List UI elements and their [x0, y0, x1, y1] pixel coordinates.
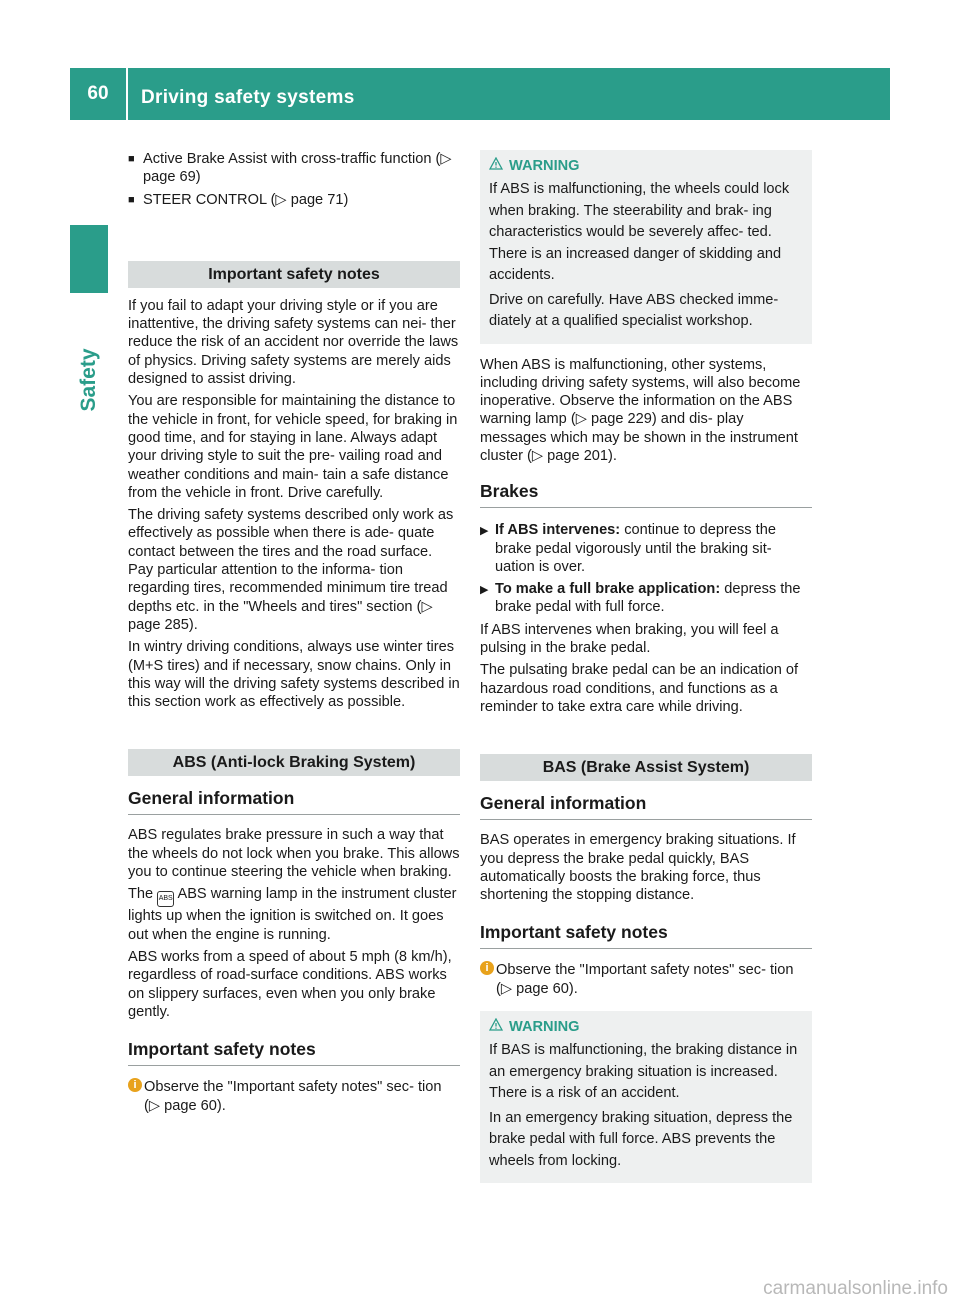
paragraph: Drive on carefully. Have ABS checked imme- diately at a qualified specialist workshop. [489, 291, 779, 329]
watermark: carmanualsonline.info [763, 1278, 948, 1299]
warning-title [489, 1017, 803, 1037]
warning-box [480, 150, 812, 344]
bullet-text: Active Brake Assist with cross-traffic function (▷ page 69) [143, 151, 452, 186]
page-title: Driving safety systems [141, 87, 355, 108]
warning-triangle-icon [489, 1017, 503, 1037]
side-tab-label: Safety [77, 348, 100, 412]
step-label: If ABS intervenes: [495, 522, 621, 539]
subheading-brakes: Brakes [480, 481, 812, 508]
subheading-general-information: General information [480, 793, 812, 820]
info-icon: i [480, 961, 494, 975]
step-text: continue to depress the brake pedal vigorously until the braking sit- uation is over. [495, 522, 776, 575]
section-bar-bas: BAS (Brake Assist System) [480, 754, 812, 781]
info-icon: i [128, 1078, 142, 1092]
step-label: To make a full brake application: [495, 581, 721, 598]
warning-label: WARNING [509, 158, 580, 174]
step-item [480, 521, 812, 576]
paragraph: The pulsating brake pedal can be an indication of hazardous road conditions, and functions as a reminder to take extra care while driving. [480, 662, 799, 715]
paragraph: If ABS intervenes when braking, you will feel a pulsing in the brake pedal. [480, 621, 779, 657]
warning-box [480, 1011, 812, 1183]
list-item [128, 150, 460, 187]
paragraph: BAS operates in emergency braking situations. If you depress the brake pedal quickly, BAS automatically boosts the braking force, thus shortening the stopping distance. [480, 832, 796, 904]
bullet-text: STEER CONTROL (▷ page 71) [143, 191, 349, 208]
abs-warning-lamp-icon: ABS [157, 891, 174, 907]
side-tab-marker [70, 225, 108, 293]
info-note-text: Observe the "Important safety notes" sec- tion (▷ page 60). [144, 1079, 442, 1114]
header-divider [126, 68, 128, 120]
paragraph: ABS regulates brake pressure in such a way that the wheels do not lock when you brake. This allows you to continue steering the vehicle when braking. [128, 827, 460, 881]
section-bar-abs: ABS (Anti-lock Braking System) [128, 749, 460, 776]
bullet-icon: ■ [128, 193, 135, 206]
right-column [480, 150, 812, 1183]
arrow-icon: ▶ [480, 584, 489, 597]
paragraph: If BAS is malfunctioning, the braking distance in an emergency braking situation is increased. There is a risk of an accident. [489, 1042, 798, 1102]
section-bar-important-safety-notes: Important safety notes [128, 261, 460, 288]
paragraph: If you fail to adapt your driving style or if you are inattentive, the driving safety systems can nei- ther reduce the risk of an accident nor override the laws of physics. Driving safety systems are merely aids designed to assist driving. [128, 297, 459, 388]
step-text: depress the brake pedal with full force. [495, 581, 801, 616]
header-bar [70, 68, 890, 120]
text: ABS warning lamp in the instrument cluster lights up when the ignition is switched on. It goes out when the engine is running. [128, 886, 457, 943]
step-item [480, 580, 812, 617]
warning-triangle-icon [489, 156, 503, 176]
bullet-icon: ■ [128, 153, 135, 165]
subheading-general-information: General information [128, 788, 460, 815]
info-note-text: Observe the "Important safety notes" sec- tion (▷ page 60). [496, 962, 794, 997]
warning-title [489, 156, 803, 176]
subheading-important-safety-notes: Important safety notes [480, 922, 812, 949]
page-number: 60 [87, 83, 109, 104]
info-note [480, 961, 812, 998]
paragraph: When ABS is malfunctioning, other systems, including driving safety systems, will also become inoperative. Observe the information on the ABS warning lamp (▷ page 229) and dis- play messages which may be shown in the instrument cluster (▷ page 201). [480, 356, 801, 464]
text: The [128, 886, 154, 903]
paragraph: The driving safety systems described only work as effectively as possible when there is ade- quate contact between the tires and the road surface. Pay particular attention to the informa- tion regarding tires, recommended minimum tire tread depths etc. in the "Wheels and tires" section (▷ page 285). [128, 507, 454, 633]
paragraph: If ABS is malfunctioning, the wheels could lock when braking. The steerability and brak- ing characteristics would be severely affec- ted. There is an increased danger of skidding and accidents. [489, 181, 790, 283]
bullet-list [128, 150, 460, 209]
arrow-icon: ▶ [480, 525, 489, 538]
warning-label: WARNING [509, 1019, 580, 1036]
paragraph: You are responsible for maintaining the distance to the vehicle in front, for vehicle speed, for braking in good time, and for staying in lane. Always adapt your driving style to suit the pre- vailing road and weather conditions and main- tain a safe distance from the vehicle in front. Drive carefully. [128, 393, 458, 501]
subheading-important-safety-notes: Important safety notes [128, 1039, 460, 1066]
list-item [128, 191, 460, 209]
paragraph: In an emergency braking situation, depress the brake pedal with full force. ABS prevents the wheels from locking. [489, 1109, 793, 1169]
paragraph: ABS works from a speed of about 5 mph (8 km/h), regardless of road-surface conditions. ABS works on slippery surfaces, even when you only brake gently. [128, 949, 452, 1020]
paragraph [128, 885, 460, 944]
left-column [128, 150, 460, 1115]
info-note [128, 1078, 460, 1115]
paragraph: In wintry driving conditions, always use winter tires (M+S tires) and if necessary, snow chains. Only in this way will the driving safety systems described in this section work as effectively as possible. [128, 639, 460, 711]
